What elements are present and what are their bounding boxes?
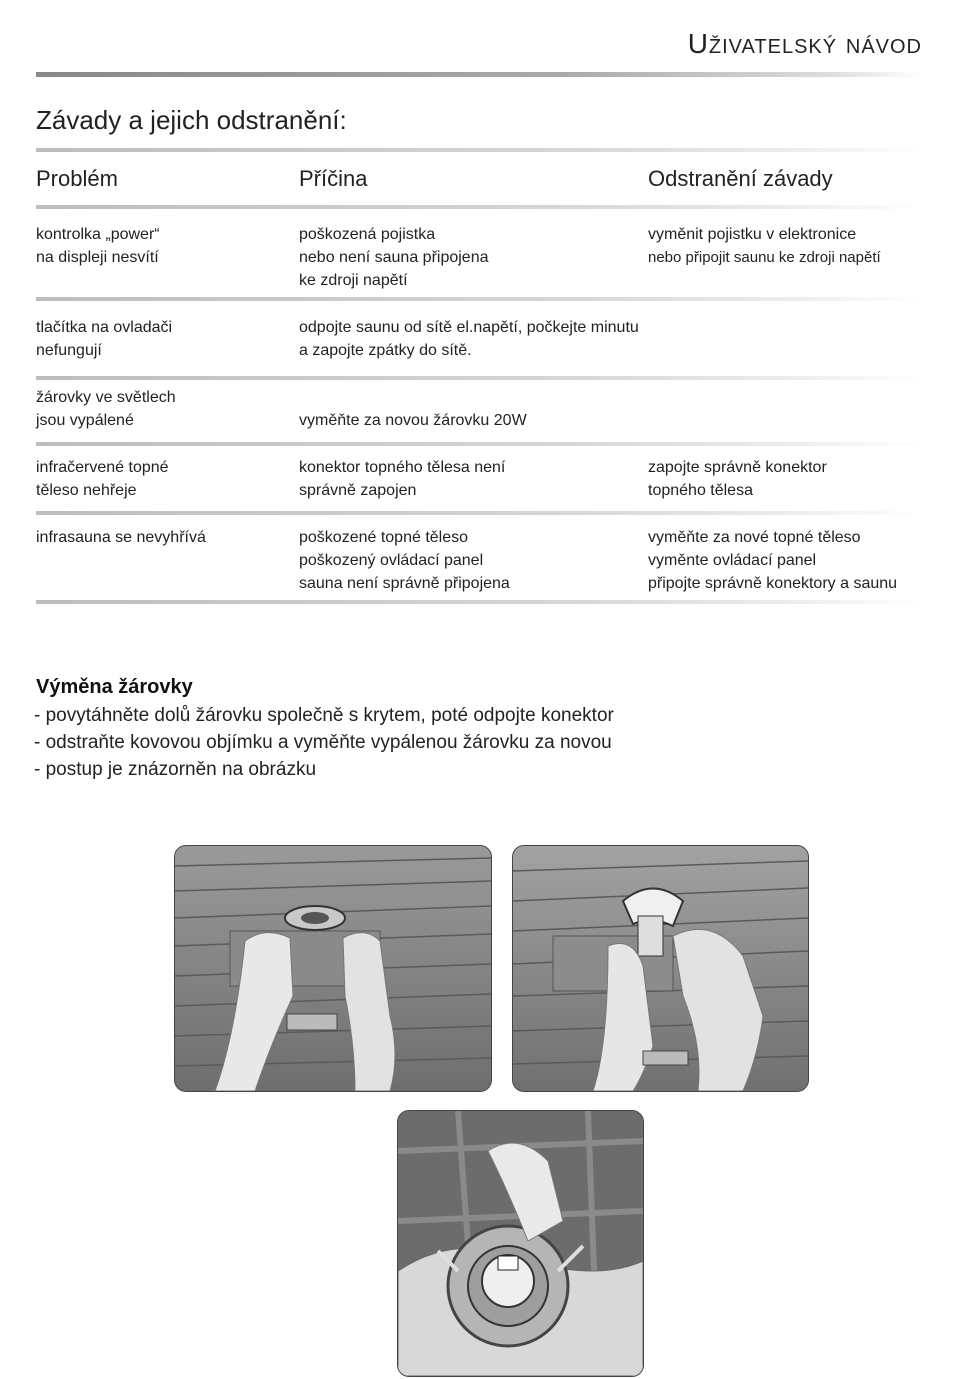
table-row-problem	[36, 456, 169, 502]
cell-text: těleso nehřeje	[36, 482, 137, 499]
step-item: - odstraňte kovovou objímku a vyměňte vypálenou žárovku za novou	[34, 732, 612, 753]
cell-text: infrasauna se nevyhřívá	[36, 529, 206, 546]
cell-text: vyměnit pojistku v elektronice	[648, 226, 857, 243]
photo-remove-bulb	[174, 845, 492, 1092]
photo-disconnect-connector	[512, 845, 809, 1092]
cell-text: jsou vypálené	[36, 412, 134, 429]
table-row-problem	[36, 223, 160, 269]
step-item: - povytáhněte dolů žárovku společně s krytem, poté odpojte konektor	[34, 705, 614, 726]
table-row-fix	[648, 526, 897, 595]
table-row-fix	[648, 223, 881, 269]
title-rule	[36, 72, 922, 77]
row-rule	[36, 511, 922, 515]
cell-text: ke zdroji napětí	[299, 272, 408, 289]
cell-text: na displeji nesvítí	[36, 249, 159, 266]
table-row-problem	[36, 316, 172, 362]
cell-text: sauna není správně připojena	[299, 575, 510, 592]
table-row-problem	[36, 526, 206, 549]
table-bottom-rule	[36, 600, 922, 604]
cell-text: zapojte správně konektor	[648, 459, 827, 476]
bulb-section-title: Výměna žárovky	[36, 676, 193, 698]
cell-text: poškozený ovládací panel	[299, 552, 484, 569]
section-rule	[36, 148, 922, 152]
page-top-border	[0, 0, 960, 10]
cell-text: a zapojte zpátky do sítě.	[299, 342, 472, 359]
table-row-cause	[299, 409, 527, 432]
cell-text: odpojte saunu od sítě el.napětí, počkejte minutu	[299, 319, 639, 336]
cell-text: vyměňte za novou žárovku 20W	[299, 412, 527, 429]
table-row-cause	[299, 316, 639, 362]
cell-text: vyměňte za nové topné těleso	[648, 529, 861, 546]
column-header-problem: Problém	[36, 166, 118, 191]
step-item: - postup je znázorněn na obrázku	[34, 759, 317, 780]
cell-text: konektor topného tělesa není	[299, 459, 506, 476]
cell-text: žárovky ve světlech	[36, 389, 176, 406]
cell-text: správně zapojen	[299, 482, 417, 499]
bulb-steps	[34, 702, 614, 783]
cell-text: kontrolka „power“	[36, 226, 160, 243]
table-row-cause	[299, 456, 505, 502]
page-title: Uživatelský návod	[687, 28, 922, 59]
photo-replace-bulb	[397, 1110, 644, 1377]
cell-text: infračervené topné	[36, 459, 169, 476]
cell-text: nebo není sauna připojena	[299, 249, 489, 266]
column-header-fix: Odstranění závady	[648, 166, 833, 191]
cell-text: poškozené topné těleso	[299, 529, 469, 546]
cell-text: nebo připojit saunu ke zdroji napětí	[648, 249, 881, 266]
column-header-cause: Příčina	[299, 166, 368, 191]
row-rule	[36, 376, 922, 380]
table-row-cause	[299, 526, 510, 595]
cell-text: připojte správně konektory a saunu	[648, 575, 898, 592]
cell-text: tlačítka na ovladači	[36, 319, 173, 336]
cell-text: vyměnte ovládací panel	[648, 552, 817, 569]
table-row-fix	[648, 456, 827, 502]
cell-text: topného tělesa	[648, 482, 753, 499]
cell-text: poškozená pojistka	[299, 226, 436, 243]
row-rule	[36, 442, 922, 446]
row-rule	[36, 297, 922, 301]
header-rule	[36, 205, 922, 209]
cell-text: nefungují	[36, 342, 102, 359]
table-row-cause	[299, 223, 489, 292]
section-title: Závady a jejich odstranění:	[36, 105, 347, 135]
table-row-problem	[36, 386, 176, 432]
